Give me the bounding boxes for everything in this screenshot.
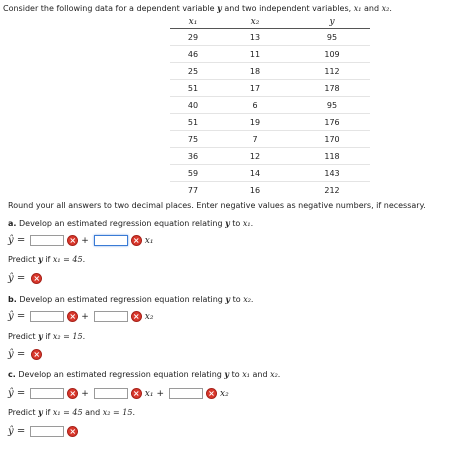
part-a-predict-y: y: [38, 254, 43, 264]
part-c-var1: x₁: [242, 369, 250, 379]
table-cell: 17: [216, 80, 294, 97]
part-c-text: Develop an estimated regression equation relating: [18, 369, 222, 379]
table-row: [170, 114, 370, 131]
part-a-y: y: [225, 218, 230, 228]
part-a-end: .: [250, 218, 254, 228]
table-cell: 95: [294, 29, 370, 46]
intro-before: Consider the following data for a dependent variable: [3, 4, 215, 13]
table-cell: 178: [294, 80, 370, 97]
part-c-predict-text: Predict: [8, 407, 36, 417]
part-a-intercept-input[interactable]: [30, 235, 64, 246]
part-a-plus: +: [81, 235, 89, 246]
table-header-row: [170, 16, 370, 29]
part-b-predict-cond: x₂ = 15.: [52, 331, 86, 341]
table-cell: 13: [216, 29, 294, 46]
table-body: [170, 29, 370, 199]
table-row: [170, 63, 370, 80]
table-row: [170, 131, 370, 148]
part-a-predict-if: if: [45, 254, 51, 264]
table-cell: 12: [216, 148, 294, 165]
part-b-y: y: [225, 294, 231, 304]
part-c-question: [8, 369, 280, 379]
table-cell: 51: [170, 80, 216, 97]
part-c-coef-var2: x₂: [220, 388, 229, 399]
table-cell: 170: [294, 131, 370, 148]
table-cell: 59: [170, 165, 216, 182]
part-c-predict-cond1: x₁ = 45: [52, 407, 83, 417]
part-c-label: c.: [8, 369, 16, 379]
part-b-predict-text: Predict: [8, 331, 36, 341]
error-x-icon: ×: [131, 311, 142, 322]
intro-x1: x₁: [353, 4, 362, 13]
intro-middle: and two independent variables,: [224, 4, 352, 13]
table-cell: 29: [170, 29, 216, 46]
table-cell: 16: [249, 185, 261, 195]
table-cell: 112: [294, 63, 370, 80]
data-table: [170, 16, 370, 198]
table-cell: 143: [294, 165, 370, 182]
table-row: [170, 182, 370, 199]
table-row: [170, 29, 370, 46]
part-a-var: x₁: [242, 218, 251, 228]
intro-and: and: [363, 4, 380, 13]
part-b-yhat: ŷ =: [8, 311, 26, 322]
part-c-yhat: ŷ =: [8, 388, 26, 399]
table-cell: 25: [170, 63, 216, 80]
header-x1: x₁: [170, 16, 216, 29]
part-a-equation: [8, 235, 153, 246]
part-c-end: .: [277, 369, 281, 379]
part-b-var: x₂: [243, 294, 251, 304]
part-c-coef2-input[interactable]: [169, 388, 203, 399]
part-c-y: y: [224, 369, 230, 379]
table-cell: 14: [216, 165, 294, 182]
error-x-icon: ×: [67, 311, 78, 322]
part-a-question: [8, 218, 253, 228]
error-x-icon: ×: [131, 388, 142, 399]
part-c-plus1: +: [81, 388, 89, 399]
part-a-predict: [8, 254, 85, 264]
part-b-question: [8, 294, 253, 304]
part-a-coef-var: x₁: [144, 235, 154, 246]
table-cell: 40: [170, 97, 216, 114]
table-row: [170, 46, 370, 63]
table-cell: 95: [294, 97, 370, 114]
table-cell: 176: [294, 114, 370, 131]
error-x-icon: ×: [67, 426, 78, 437]
table-cell: 109: [294, 46, 370, 63]
part-b-predict: [8, 331, 85, 341]
part-b-coef-input[interactable]: [94, 311, 128, 322]
table-cell: 7: [216, 131, 294, 148]
intro-text: [3, 3, 392, 13]
error-x-icon: ×: [67, 388, 78, 399]
table-cell: 75: [170, 131, 216, 148]
part-a-prediction: [8, 273, 42, 284]
error-x-icon: ×: [67, 235, 78, 246]
table-cell: 212: [324, 185, 340, 195]
part-c-prediction: [8, 426, 78, 437]
part-c-prediction-input[interactable]: [30, 426, 64, 437]
table-cell: 18: [216, 63, 294, 80]
error-x-icon: ×: [131, 235, 142, 246]
part-c-predict-if: if: [45, 407, 51, 417]
part-a-coef-input[interactable]: [94, 235, 128, 246]
part-c-yhat2: ŷ =: [8, 426, 26, 437]
table-row: [170, 80, 370, 97]
part-b-predict-y: y: [38, 331, 43, 341]
error-x-icon: ×: [31, 273, 42, 284]
table-row: [170, 148, 370, 165]
table-row: [170, 165, 370, 182]
table-cell: 36: [170, 148, 216, 165]
part-b-label: b.: [8, 294, 17, 304]
intro-y: y: [217, 3, 222, 13]
part-a-label: a.: [8, 218, 17, 228]
part-b-yhat2: ŷ =: [8, 349, 26, 360]
error-x-icon: ×: [206, 388, 217, 399]
part-b-end: .: [250, 294, 254, 304]
intro-x2: x₂: [381, 4, 390, 13]
error-x-icon: ×: [31, 349, 42, 360]
instructions: Round your all answers to two decimal places. Enter negative values as negative numbers, if necessary.: [8, 201, 426, 210]
part-c-coef-var1: x₁: [144, 388, 154, 399]
part-c-predict: [8, 407, 135, 417]
part-a-predict-text: Predict: [8, 254, 36, 264]
part-b-coef-var: x₂: [144, 311, 154, 322]
intro-end: .: [389, 4, 392, 13]
part-a-predict-cond: x₁ = 45.: [52, 254, 86, 264]
part-c-intercept-input[interactable]: [30, 388, 64, 399]
table-cell: 19: [216, 114, 294, 131]
part-a-yhat2: ŷ =: [8, 273, 26, 284]
part-c-predict-and: and: [85, 407, 101, 417]
part-b-prediction: [8, 349, 42, 360]
table-cell: 51: [170, 114, 216, 131]
table-cell: 118: [294, 148, 370, 165]
table-cell: 11: [216, 46, 294, 63]
part-b-to: to: [232, 294, 241, 304]
part-b-intercept-input[interactable]: [30, 311, 64, 322]
part-c-predict-cond2: x₂ = 15.: [102, 407, 135, 417]
part-b-equation: [8, 311, 153, 322]
table-cell: 46: [170, 46, 216, 63]
table-cell: 77: [187, 185, 199, 195]
part-c-plus2: +: [156, 388, 164, 399]
part-b-predict-if: if: [45, 331, 51, 341]
part-a-text: Develop an estimated regression equation relating: [18, 218, 223, 228]
part-c-var2: x₂: [270, 369, 278, 379]
table-cell: 6: [216, 97, 294, 114]
part-a-yhat: ŷ =: [8, 235, 26, 246]
part-c-predict-y: y: [38, 407, 43, 417]
table-row: [170, 97, 370, 114]
part-c-coef1-input[interactable]: [94, 388, 128, 399]
part-b-text: Develop an estimated regression equation relating: [19, 294, 223, 304]
part-a-to: to: [232, 218, 241, 228]
header-x2: x₂: [216, 16, 294, 29]
part-c-to: to: [231, 369, 240, 379]
part-c-equation: [8, 388, 229, 399]
header-y: y: [294, 16, 370, 29]
part-c-and: and: [252, 369, 268, 379]
part-b-plus: +: [81, 311, 89, 322]
